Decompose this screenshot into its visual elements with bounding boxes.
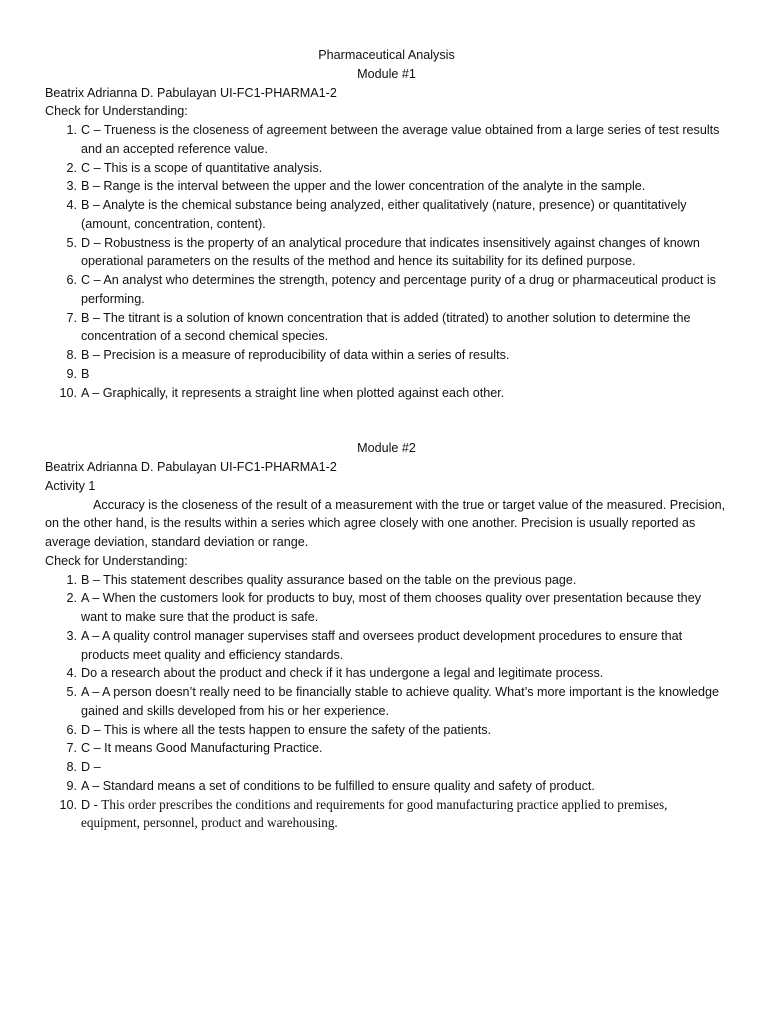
list-item: 1. C – Trueness is the closeness of agreement between the average value obtained from a large series of test results and an accepted reference value. [66, 123, 720, 156]
item10-text: This order prescribes the conditions and requirements for good manufacturing practice applied to premises, equipment, personnel, product and warehousing. [81, 796, 668, 831]
module1-answer-list [45, 121, 728, 402]
module2-heading: Module #2 [357, 441, 416, 456]
list-item: 10. A – Graphically, it represents a straight line when plotted against each other. [59, 385, 505, 400]
document-title: Pharmaceutical Analysis [318, 48, 455, 62]
list-item: 3. A – A quality control manager supervises staff and oversees product development procedures to ensure that products meet quality and efficiency standards. [66, 628, 683, 662]
module2-answer-list [45, 571, 728, 834]
item10-prefix: D - [81, 797, 102, 812]
module2-section-heading: Check for Understanding: [45, 553, 188, 568]
activity-heading: Activity 1 [45, 478, 96, 493]
list-item: 1. B – This statement describes quality assurance based on the table on the previous page. [66, 572, 577, 587]
list-item: 7. C – It means Good Manufacturing Practice. [66, 741, 323, 756]
list-item: 8. D – [66, 760, 101, 774]
module1-section-heading: Check for Understanding: [45, 104, 188, 119]
list-item: 2. C – This is a scope of quantitative analysis. [66, 160, 323, 175]
list-item: 5. D – Robustness is the property of an analytical procedure that indicates insensitively against changes of known operational parameters on the results of the method and hence its suitability for its defined purpose. [66, 235, 700, 269]
list-item: 3. B – Range is the interval between the upper and the lower concentration of the analyte in the sample. [66, 179, 646, 194]
module1-heading: Module #1 [357, 66, 416, 81]
list-item: 4. Do a research about the product and check if it has undergone a legal and legitimate process. [66, 666, 604, 681]
list-item: 2. A – When the customers look for products to buy, most of them chooses quality over presentation because they want to make sure that the product is safe. [66, 591, 701, 624]
section-gap [45, 402, 728, 439]
module1-author: Beatrix Adrianna D. Pabulayan UI-FC1-PHARMA1-2 [45, 85, 337, 100]
list-item: 6. C – An analyst who determines the strength, potency and percentage purity of a drug or pharmaceutical product is performing. [66, 273, 716, 306]
list-item: 4. B – Analyte is the chemical substance being analyzed, either qualitatively (nature, presence) or quantitatively (amount, concentration, content). [66, 198, 687, 231]
list-item: 10. D - This order prescribes the conditions and requirements for good manufacturing practice applied to premises, equipment, personnel, product and warehousing. [59, 796, 668, 831]
list-item: 9. B [66, 366, 90, 381]
list-item: 9. A – Standard means a set of conditions to be fulfilled to ensure quality and safety of product. [66, 778, 595, 793]
module2-author: Beatrix Adrianna D. Pabulayan UI-FC1-PHARMA1-2 [45, 460, 337, 474]
list-item: 5. A – A person doesn’t really need to be financially stable to achieve quality. What’s more important is the knowledge gained and skills developed from his or her experience. [66, 685, 719, 718]
activity-paragraph: Accuracy is the closeness of the result of a measurement with the true or target value of the measured. Precision, on the other hand, is the results within a series which agree closely with one another. Precision is usually reported as average deviation, standard deviation or range. [45, 497, 726, 549]
list-item: 6. D – This is where all the tests happen to ensure the safety of the patients. [66, 722, 492, 737]
list-item: 8. B – Precision is a measure of reproducibility of data within a series of results. [66, 348, 510, 362]
list-item: 7. B – The titrant is a solution of known concentration that is added (titrated) to another solution to determine the concentration of a second chemical species. [66, 310, 691, 344]
